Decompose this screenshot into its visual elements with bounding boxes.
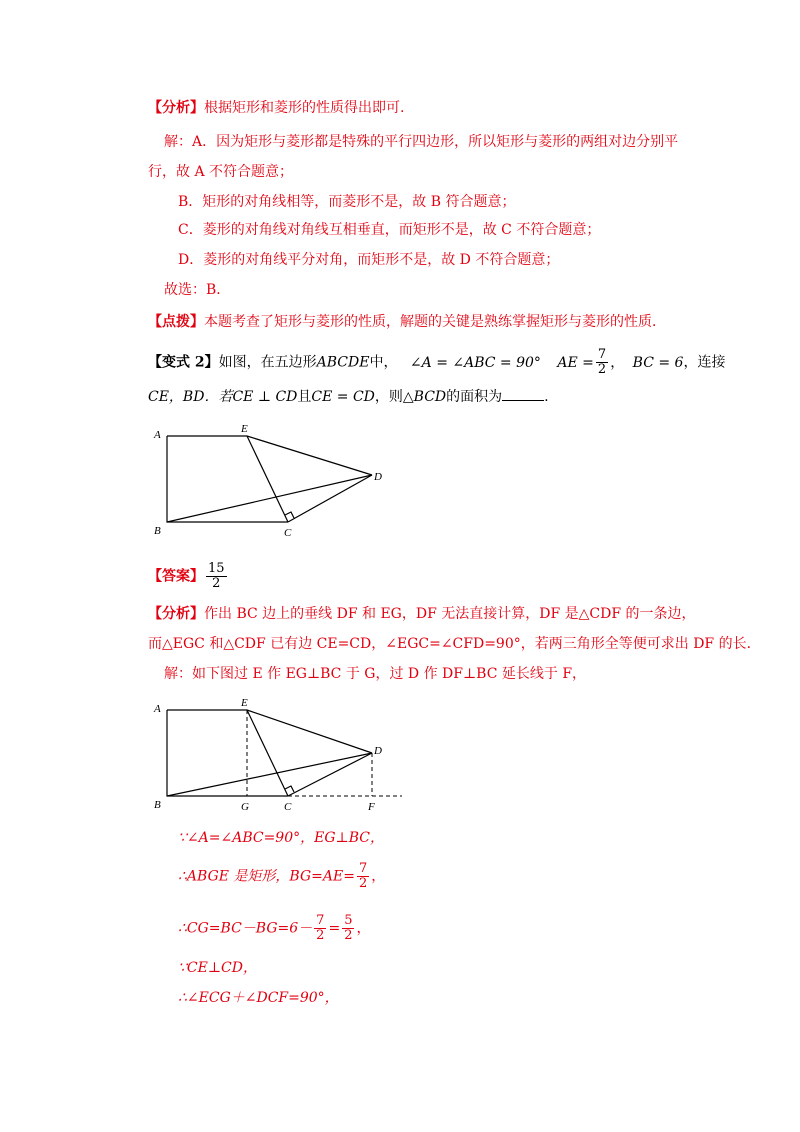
solution-1-line-1: 解：A．因为矩形与菱形都是特殊的平行四边形，所以矩形与菱形的两组对边分别平 bbox=[164, 134, 679, 150]
variant-text-5: 且 bbox=[297, 389, 312, 405]
figure-2-label-f: F bbox=[368, 801, 375, 813]
step-3-den-1: 2 bbox=[316, 928, 325, 943]
variant-text-7: 的面积为 bbox=[446, 389, 503, 405]
solution-2-line-1: 解：如下图过 E 作 EG⊥BC 于 G，过 D 作 DF⊥BC 延长线于 F， bbox=[164, 666, 587, 682]
solution-1-choice: 故选：B． bbox=[164, 282, 231, 298]
solution-1-option-b: B．矩形的对角线相等，而菱形不是，故 B 符合题意； bbox=[178, 194, 516, 210]
answer-blank bbox=[502, 386, 544, 401]
figure-1-label-e: E bbox=[241, 423, 248, 435]
variant-label: 【变式 2】 bbox=[148, 354, 219, 371]
step-3-equals: = bbox=[328, 920, 341, 937]
analysis-2-line-1 bbox=[148, 604, 696, 624]
step-2-den: 2 bbox=[358, 876, 368, 891]
figure-2-label-e: E bbox=[241, 697, 248, 709]
step-3-num-2: 5 bbox=[344, 913, 353, 928]
variant-perp: CE ⊥ CD bbox=[232, 389, 298, 405]
figure-1-side-ab-bc bbox=[167, 436, 288, 522]
step-2 bbox=[178, 862, 385, 891]
analysis-1-label: 【分析】 bbox=[148, 100, 204, 116]
step-5: ∴∠ECG＋∠DCF=90°， bbox=[178, 990, 339, 1006]
step-4: ∵CE⊥CD， bbox=[178, 960, 257, 976]
step-3 bbox=[178, 914, 370, 943]
tip-text: 本题考查了矩形与菱形的性质，解题的关键是熟练掌握矩形与菱形的性质． bbox=[204, 314, 666, 330]
variant-triangle: △BCD bbox=[402, 389, 447, 405]
step-2-num: 7 bbox=[358, 861, 368, 876]
variant-text-4: CE，BD．若 bbox=[148, 389, 233, 405]
variant-shape: ABCDE bbox=[316, 354, 370, 371]
variant-ae-den: 2 bbox=[597, 362, 607, 377]
figure-1-pentagon bbox=[140, 418, 400, 543]
variant-question-line-2 bbox=[148, 386, 549, 407]
step-3-frac-2 bbox=[342, 914, 354, 943]
answer-num: 15 bbox=[208, 561, 225, 576]
variant-text-3: ，连接 bbox=[683, 354, 726, 371]
figure-2-segment-ec bbox=[247, 710, 288, 796]
figure-2-right-angle-c bbox=[285, 786, 294, 792]
analysis-1-text: 根据矩形和菱形的性质得出即可. bbox=[204, 100, 405, 116]
analysis-2-text-1: 作出 BC 边上的垂线 DF 和 EG，DF 无法直接计算，DF 是△CDF 的一条边， bbox=[204, 606, 696, 622]
analysis-1 bbox=[148, 98, 404, 118]
variant-text-2: 中， bbox=[369, 354, 398, 371]
step-2-frac bbox=[357, 862, 369, 891]
solution-1-line-2: 行，故 A 不符合题意； bbox=[148, 164, 294, 180]
figure-1-label-d: D bbox=[374, 471, 382, 483]
figure-2-side-ed bbox=[247, 710, 372, 753]
answer-den: 2 bbox=[206, 576, 227, 591]
variant-ae-num: 7 bbox=[597, 347, 607, 362]
analysis-2-line-2: 而△EGC 和△CDF 已有边 CE=CD，∠EGC=∠CFD=90°，若两三角形全等便可求出 DF 的长． bbox=[148, 636, 761, 652]
figure-1-right-angle-c bbox=[285, 512, 294, 518]
step-3-post: ， bbox=[356, 920, 371, 937]
variant-angle: ∠A = ∠ABC = 90° bbox=[409, 354, 541, 371]
figure-1-label-b: B bbox=[154, 525, 161, 537]
figure-2-label-d: D bbox=[374, 745, 382, 757]
figure-1-label-c: C bbox=[284, 527, 292, 539]
variant-question-line-1 bbox=[148, 348, 725, 377]
variant-ae: AE = $\frac{7}{2}$ ， bbox=[557, 347, 625, 377]
figure-2-label-a: A bbox=[154, 703, 161, 715]
variant-eq: CE = CD bbox=[311, 389, 375, 405]
variant-ae-frac bbox=[596, 348, 608, 377]
variant-text-1: 如图，在五边形 bbox=[218, 354, 317, 371]
solution-1-option-c: C．菱形的对角线对角线互相垂直，而矩形不是，故 C 不符合题意； bbox=[178, 222, 601, 238]
figure-1-segment-cd bbox=[288, 475, 372, 522]
figure-2-pentagon-construction bbox=[140, 692, 410, 817]
answer-frac bbox=[206, 562, 227, 591]
figure-1-label-a: A bbox=[154, 429, 161, 441]
step-3-den-2: 2 bbox=[344, 928, 353, 943]
analysis-2-label: 【分析】 bbox=[148, 606, 204, 622]
solution-1-option-d: D．菱形的对角线平分对角，而矩形不是，故 D 不符合题意； bbox=[178, 252, 560, 268]
variant-bc: BC = 6 bbox=[632, 354, 684, 371]
step-3-text: ∴CG=BC－BG=6－ bbox=[178, 920, 313, 937]
answer-label: 【答案】 bbox=[148, 568, 204, 585]
step-3-frac-1 bbox=[314, 914, 326, 943]
figure-1-side-ed bbox=[247, 436, 372, 475]
step-3-num-1: 7 bbox=[316, 913, 325, 928]
tip bbox=[148, 312, 666, 332]
figure-2-label-g: G bbox=[241, 801, 249, 813]
figure-2-label-b: B bbox=[154, 799, 161, 811]
figure-2-segment-bd bbox=[167, 753, 372, 796]
step-2-text: ∴ABGE 是矩形，BG=AE= bbox=[178, 868, 355, 885]
figure-2-segment-cd bbox=[288, 753, 372, 796]
step-1: ∵∠A=∠ABC=90°，EG⊥BC， bbox=[178, 830, 384, 846]
variant-text-6: ，则 bbox=[374, 389, 403, 405]
figure-1-segment-ec bbox=[247, 436, 288, 522]
figure-2-label-c: C bbox=[284, 801, 292, 813]
answer bbox=[148, 562, 229, 591]
tip-label: 【点拨】 bbox=[148, 314, 204, 330]
variant-text-8: . bbox=[544, 389, 549, 405]
variant-ae-lhs: AE = bbox=[557, 354, 594, 371]
step-2-post: ， bbox=[371, 868, 386, 885]
